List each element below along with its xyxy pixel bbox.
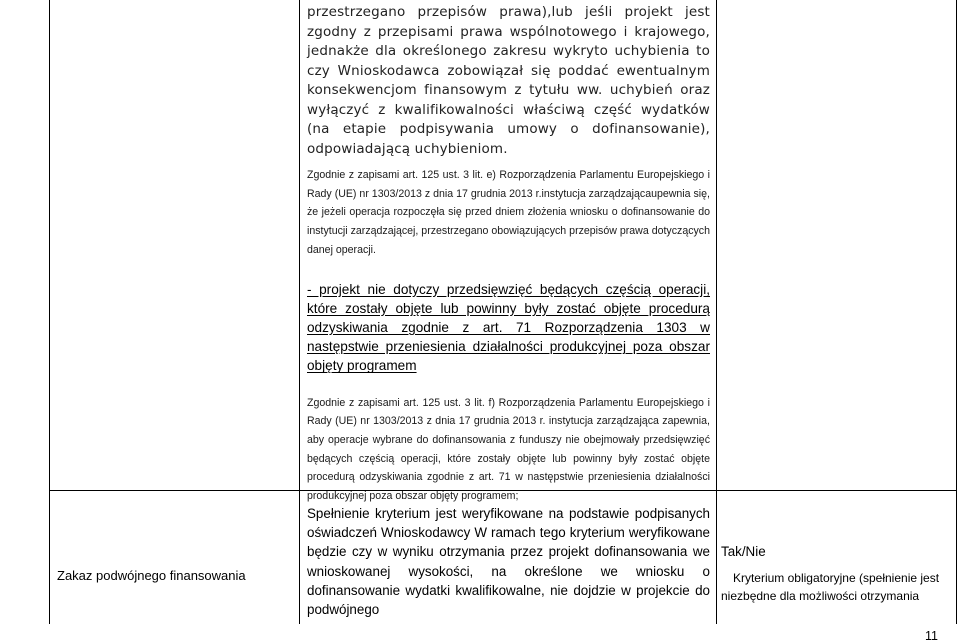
criterion-name: Zakaz podwójnego finansowania [57, 568, 246, 583]
table-border-right [956, 0, 957, 624]
criterion-description: Spełnienie kryterium jest weryfikowane na podstawie podpisanych oświadczeń Wnioskodawcy W ramach tego kryterium weryfikowane będzie czy w wyniku otrzymania przez projekt dofinansowania we wnioskowanej wysokości, na określone we wniosku o dofinansowanie wydatki kwalifikowalne, nie dojdzie w projekcie do podwójnego [307, 506, 710, 618]
table-border-left [49, 0, 50, 624]
description-paragraph-1: przestrzegano przepisów prawa),lub jeśli projekt jest zgodny z przepisami prawa wspólnotowego i krajowego, jednakże dla określonego zakresu wykryto uchybienia to czy Wnioskodawca zobowiązał się poddać ewentualnym konsekwencjom finansowym z tytułu ww. uchybień oraz wyłączyć z kwalifikowalności właściwą część wydatków (na etapie podpisywania umowy o dofinansowanie), odpowiadającą uchybieniom. [307, 4, 710, 157]
criterion-answer-cell [721, 544, 951, 605]
criterion-description-cell [307, 504, 710, 622]
criteria-table [49, 0, 957, 624]
table-divider-1 [299, 0, 300, 624]
criterion-answer: Tak/Nie [721, 544, 766, 559]
legal-basis-paragraph-2: Zgodnie z zapisami art. 125 ust. 3 lit. f) Rozporządzenia Parlamentu Europejskiego i Rady (UE) nr 1303/2013 z dnia 17 grudnia 2013 r. instytucja zarządzająca zapewnia, aby operacje wybrane do dofinansowania z funduszy nie obejmowały przedsięwzięć będących częścią operacji, które zostały objęte lub powinny były zostać objęte procedurą odzyskiwania zgodnie z art. 71 w następstwie przeniesienia działalności produkcyjnej poza obszar objęty programem; [307, 396, 710, 503]
criterion-name-cell [57, 568, 293, 583]
verification-description-cell [307, 3, 710, 506]
page-number: 11 [925, 629, 938, 643]
legal-basis-paragraph-1: Zgodnie z zapisami art. 125 ust. 3 lit. e) Rozporządzenia Parlamentu Europejskiego i Rady (UE) nr 1303/2013 z dnia 17 grudnia 2013 r.instytucja zarządzającaupewnia się, że jeżeli operacja rozpoczęła się przed dniem złożenia wniosku o dofinansowanie do instytucji zarządzającej, przestrzegano obowiązujących przepisów prawa dotyczących danej operacji. [307, 169, 710, 256]
criterion-type: Kryterium obligatoryjne (spełnienie jest niezbędne dla możliwości otrzymania [721, 571, 940, 603]
requirement-paragraph: - projekt nie dotyczy przedsięwzięć będących częścią operacji, które zostały objęte lub powinny były zostać objęte procedurą odzyskiwania zgodnie z art. 71 Rozporządzenia 1303 w następstwie przeniesienia działalności produkcyjnej poza obszar objęty programem [307, 281, 710, 374]
table-divider-2 [716, 0, 717, 624]
